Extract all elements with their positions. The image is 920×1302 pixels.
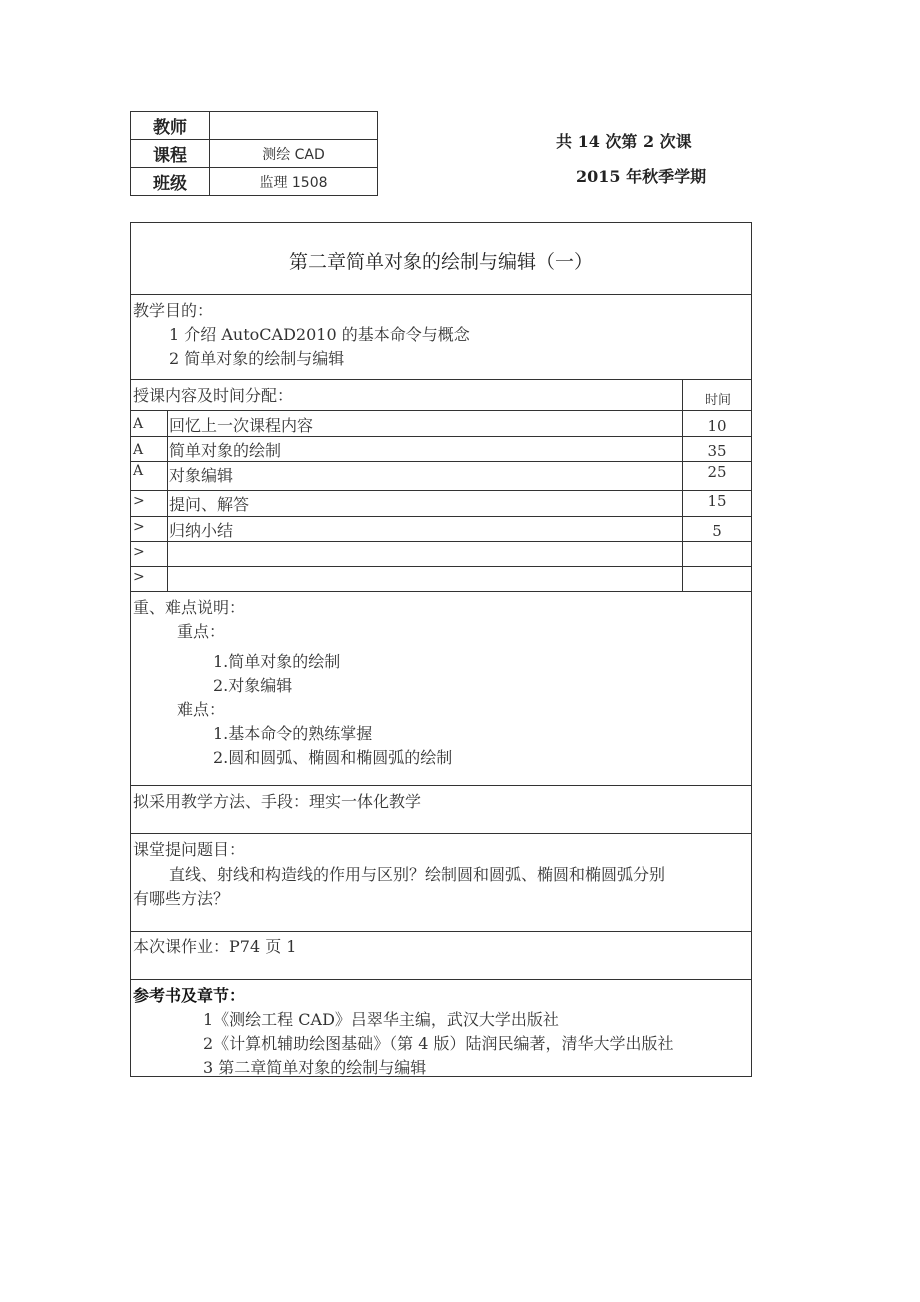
class-value: 监理 1508 (210, 168, 378, 196)
question-text-continued: 有哪些方法？ (133, 889, 230, 908)
schedule-marker: A (133, 463, 144, 479)
schedule-content: 对象编辑 (169, 466, 234, 485)
schedule-marker: > (133, 493, 145, 509)
reference-item: 3 第二章简单对象的绘制与编辑 (203, 1058, 427, 1077)
schedule-time: 25 (707, 463, 727, 481)
course-row (131, 140, 378, 168)
time-column-header: 时间 (705, 393, 732, 408)
schedule-marker: A (133, 416, 144, 432)
objective-item: 2 简单对象的绘制与编辑 (169, 349, 345, 368)
reference-item: 1《测绘工程 CAD》吕翠华主编，武汉大学出版社 (203, 1010, 559, 1029)
session-info: 共 14 次第 2 次课 (556, 132, 692, 151)
key-label: 重点： (177, 622, 226, 641)
schedule-content: 归纳小结 (169, 521, 234, 540)
schedule-marker: > (133, 569, 145, 585)
questions-heading: 课堂提问题目： (133, 840, 246, 859)
schedule-time: 35 (707, 442, 727, 460)
chapter-title: 第二章简单对象的绘制与编辑（一） (288, 251, 593, 273)
teacher-label: 教师 (131, 112, 210, 140)
schedule-heading: 授课内容及时间分配： (133, 386, 294, 405)
schedule-content: 简单对象的绘制 (169, 441, 282, 460)
course-value: 测绘 CAD (210, 140, 378, 168)
references-heading: 参考书及章节： (133, 986, 246, 1005)
header-info-table (130, 111, 378, 196)
teacher-value (210, 112, 378, 140)
class-row (131, 168, 378, 196)
objective-item: 1 介绍 AutoCAD2010 的基本命令与概念 (169, 325, 470, 344)
key-points-heading: 重、难点说明： (133, 598, 246, 617)
lesson-plan-table (130, 222, 752, 1077)
teacher-row (131, 112, 378, 140)
homework: 本次课作业：P74 页 1 (133, 937, 297, 956)
key-item: 1.简单对象的绘制 (213, 652, 341, 671)
schedule-time: 15 (707, 492, 727, 510)
course-label: 课程 (131, 140, 210, 168)
teaching-methods: 拟采用教学方法、手段：理实一体化教学 (133, 792, 422, 811)
question-text: 直线、射线和构造线的作用与区别？绘制圆和圆弧、椭圆和椭圆弧分别 (169, 865, 666, 884)
class-label: 班级 (131, 168, 210, 196)
difficult-item: 2.圆和圆弧、椭圆和椭圆弧的绘制 (213, 748, 453, 767)
reference-item: 2《计算机辅助绘图基础》（第 4 版）陆润民编著，清华大学出版社 (203, 1034, 674, 1053)
schedule-time: 5 (712, 522, 722, 540)
schedule-content: 回忆上一次课程内容 (169, 416, 314, 435)
key-item: 2.对象编辑 (213, 676, 293, 695)
objectives-heading: 教学目的： (133, 301, 214, 320)
schedule-marker: A (133, 442, 144, 458)
schedule-content: 提问、解答 (169, 495, 250, 514)
semester-info: 2015 年秋季学期 (576, 167, 707, 186)
schedule-marker: > (133, 544, 145, 560)
difficult-label: 难点： (177, 700, 226, 719)
difficult-item: 1.基本命令的熟练掌握 (213, 724, 373, 743)
schedule-time: 10 (707, 417, 727, 435)
schedule-marker: > (133, 519, 145, 535)
